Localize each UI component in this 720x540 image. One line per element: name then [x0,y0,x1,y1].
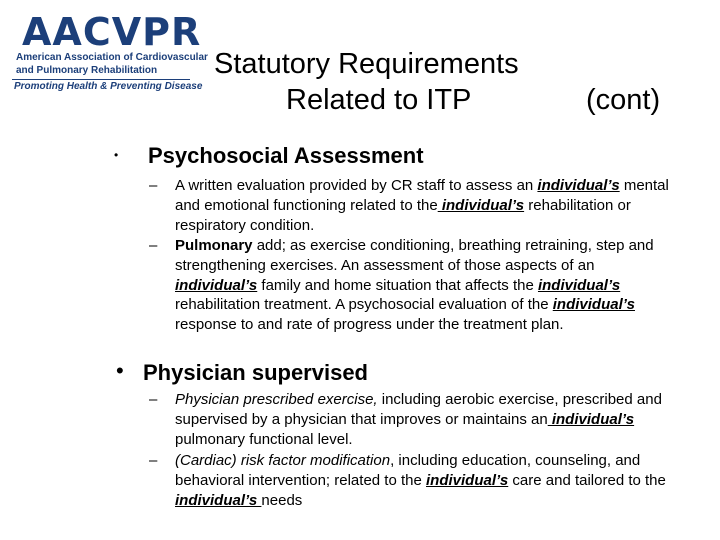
logo-wordmark: AACVPR [22,10,202,54]
aacvpr-logo [12,10,208,92]
dash-icon: – [149,177,158,194]
logo-org-line2: and Pulmonary Rehabilitation [16,65,158,76]
list-item-prescribed-exercise: Physician prescribed exercise, including aerobic exercise, prescribed and supervised by a physician that improves or maintains an individual’s pulmonary functional level. [175,391,662,448]
dash-icon: – [149,391,158,408]
bullet-icon: • [116,358,124,383]
dash-icon: – [149,452,158,469]
list-item-risk-factor-modification: (Cardiac) risk factor modification, including education, counseling, and behavioral intervention; related to the individual’s care and tailored to the individual’s needs [175,452,666,509]
logo-org-line1: American Association of Cardiovascular [16,52,208,63]
logo-tagline: Promoting Health & Preventing Disease [14,81,203,92]
bullet-icon: • [114,148,119,162]
section-heading-physician-supervised: Physician supervised [143,360,368,385]
title-line2: Related to ITP [286,84,472,116]
dash-icon: – [149,237,158,254]
title-suffix: (cont) [586,84,661,116]
section-heading-psychosocial: Psychosocial Assessment [148,143,424,168]
title-line1: Statutory Requirements [214,48,519,80]
list-item-pulmonary: Pulmonary add; as exercise conditioning, breathing retraining, step and strengthening exercises. An assessment of those aspects of an individual’s family and home situation that affects the individual’s rehabilitation treatment. A psychosocial evaluation of the individual’s response to and rate of progress under the treatment plan. [175,237,654,334]
logo-divider [12,79,190,80]
list-item-written-evaluation: A written evaluation provided by CR staff to assess an individual’s mental and emotional functioning related to the individual’s rehabilitation or respiratory condition. [175,177,669,234]
